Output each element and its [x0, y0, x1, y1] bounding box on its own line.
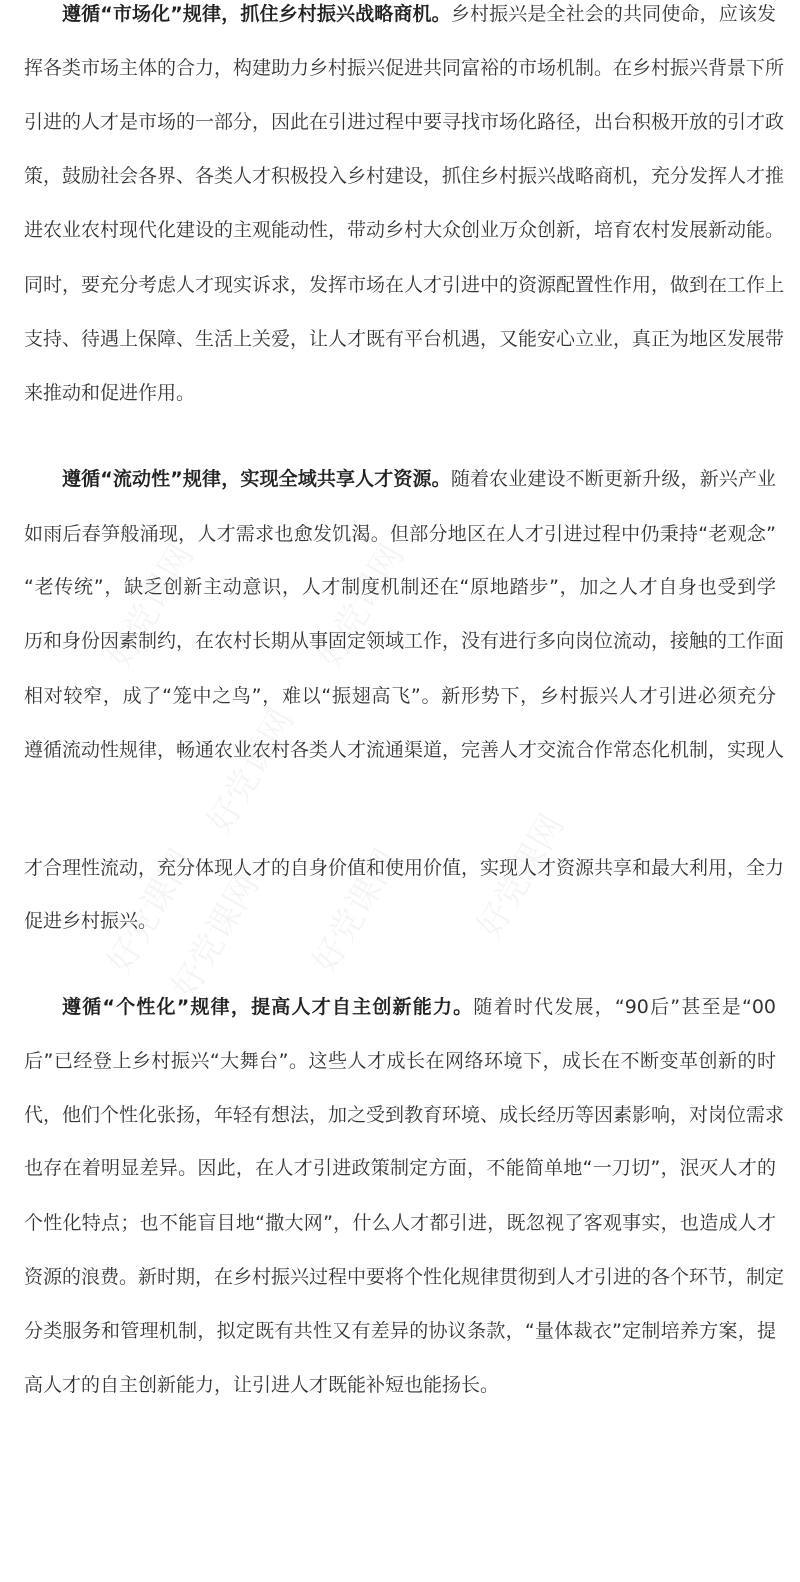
- line-text: 如雨后春笋般涌现，人才需求也愈发饥渴。但部分地区在人才引进过程中仍秉持“老观念”: [24, 523, 776, 545]
- line-text: 历和身份因素制约，在农村长期从事固定领域工作，没有进行多向岗位流动，接触的工作面: [24, 630, 785, 652]
- line-text: 相对较窄，成了“笼中之鸟”，难以“振翅高飞”。新形势下，乡村振兴人才引进必须充分: [24, 685, 776, 707]
- text-line: [24, 1371, 776, 1399]
- line-text: 高人才的自主创新能力，让引进人才既能补短也能扬长。: [24, 1374, 500, 1396]
- paragraph-heading: 遵循“市场化”规律，抓住乡村振兴战略商机。: [62, 3, 451, 25]
- line-text: 资源的浪费。新时期，在乡村振兴过程中要将个性化规律贯彻到人才引进的各个环节，制定: [24, 1266, 785, 1288]
- line-text: “老传统”，缺乏创新主动意识，人才制度机制还在“原地踏步”，加之人才自身也受到学: [24, 576, 776, 598]
- text-line: [24, 379, 776, 407]
- text-line: [24, 1047, 776, 1075]
- text-line: [62, 993, 776, 1021]
- line-text: 代，他们个性化张扬，年轻有想法，加之受到教育环境、成长经历等因素影响，对岗位需求: [24, 1104, 785, 1126]
- line-text: 挥各类市场主体的合力，构建助力乡村振兴促进共同富裕的市场机制。在乡村振兴背景下所: [24, 57, 785, 79]
- text-line: [24, 1317, 776, 1345]
- paragraph-heading: 遵循“流动性”规律，实现全域共享人才资源。: [62, 468, 451, 490]
- text-line: [24, 54, 785, 82]
- text-line: [24, 325, 785, 353]
- line-text: 促进乡村振兴。: [24, 910, 158, 932]
- text-line: [62, 465, 776, 493]
- text-line: [24, 1263, 785, 1291]
- line-text: 随着时代发展，“90后”甚至是“00: [473, 996, 776, 1018]
- text-line: [62, 0, 776, 28]
- text-line: [24, 162, 785, 190]
- text-line: [24, 1101, 785, 1129]
- text-line: [24, 627, 785, 655]
- text-line: [24, 520, 776, 548]
- line-text: 随着农业建设不断更新升级，新兴产业: [450, 468, 776, 490]
- line-text: 同时，要充分考虑人才现实诉求，发挥市场在人才引进中的资源配置性作用，做到在工作上: [24, 274, 785, 296]
- text-line: [24, 682, 776, 710]
- text-line: [24, 736, 785, 764]
- line-text: 后”已经登上乡村振兴“大舞台”。这些人才成长在网络环境下，成长在不断变革创新的时: [24, 1050, 776, 1072]
- text-line: [24, 1209, 776, 1237]
- line-text: 引进的人才是市场的一部分，因此在引进过程中要寻找市场化路径，出台积极开放的引才政: [24, 111, 785, 133]
- paragraph-heading: 遵循“个性化”规律，提高人才自主创新能力。: [62, 996, 474, 1018]
- line-text: 乡村振兴是全社会的共同使命，应该发: [450, 3, 776, 25]
- line-text: 遵循流动性规律，畅通农业农村各类人才流通渠道，完善人才交流合作常态化机制，实现人: [24, 739, 785, 761]
- text-line: [24, 854, 785, 882]
- line-text: 分类服务和管理机制，拟定既有共性又有差异的协议条款，“量体裁衣”定制培养方案，提: [24, 1320, 776, 1342]
- watermark: [193, 698, 303, 840]
- text-line: [24, 907, 776, 935]
- line-text: 进农业农村现代化建设的主观能动性，带动乡村大众创业万众创新，培育农村发展新动能。: [24, 219, 785, 241]
- text-line: [24, 271, 785, 299]
- line-text: 支持、待遇上保障、生活上关爱，让人才既有平台机遇，又能安心立业，真正为地区发展带: [24, 328, 785, 350]
- text-line: [24, 1154, 776, 1182]
- text-line: [24, 108, 785, 136]
- line-text: 也存在着明显差异。因此，在人才引进政策制定方面，不能简单地“一刀切”，泯灭人才的: [24, 1157, 776, 1179]
- line-text: 才合理性流动，充分体现人才的自身价值和使用价值，实现人才资源共享和最大利用，全力: [24, 857, 785, 879]
- line-text: 个性化特点；也不能盲目地“撒大网”，什么人才都引进，既忽视了客观事实，也造成人才: [24, 1212, 776, 1234]
- text-line: [24, 573, 776, 601]
- line-text: 策，鼓励社会各界、各类人才积极投入乡村建设，抓住乡村振兴战略商机，充分发挥人才推: [24, 165, 785, 187]
- text-line: [24, 216, 785, 244]
- line-text: 来推动和促进作用。: [24, 382, 196, 404]
